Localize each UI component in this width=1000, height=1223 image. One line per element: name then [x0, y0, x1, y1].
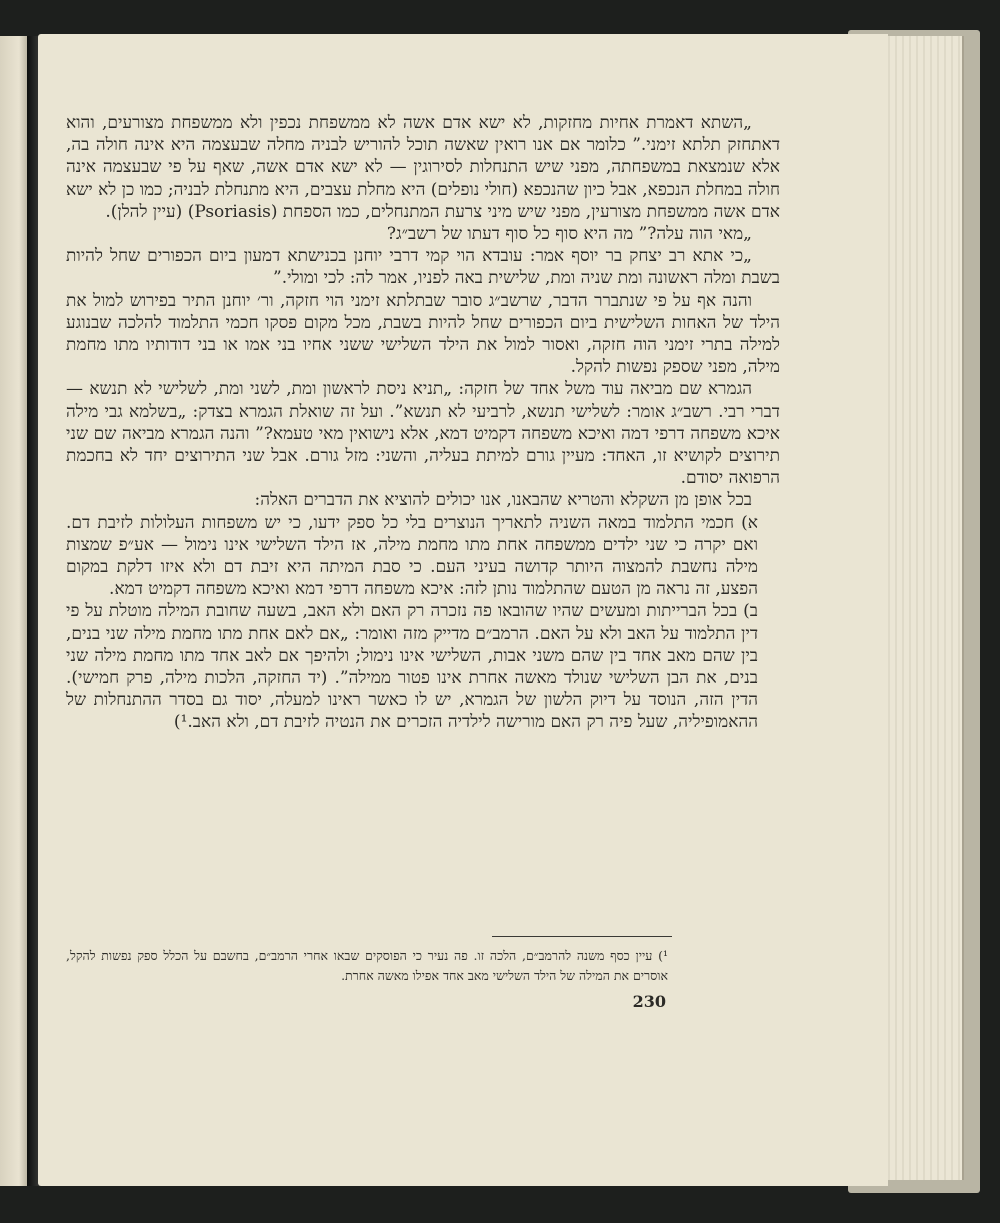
paragraph-rabbi-yochanan: „כי אתא רב יצחק בר יוסף אמר: עובדא הוי קמי דרבי יוחנן בכנישתא דמעון ביום הכפורים שחל להיות בשבת ומלה ראשונה ומת שניה ומת, שלישית באה לפניו, אמר לה: לכי ומולי.”	[66, 246, 780, 289]
list-label-alef: א)	[741, 512, 758, 533]
page-edges-stack	[876, 36, 964, 1180]
list-item-alef	[66, 512, 780, 601]
list-item-bet	[66, 600, 780, 733]
footnote: ¹) עיין כסף משנה להרמב״ם, הלכה זו. פה נעיר כי הפוסקים שבאו אחרי הרמב״ם, בחשבם על הכלל ספק נפשות להקל, אוסרים את המילה של הילד השלישי מאב אחד אפילו מאשה אחרת.	[66, 948, 668, 983]
paragraph-conclusion-intro: בכל אופן מן השקלא והטריא שהבאנו, אנו יכולים להוציא את הדברים האלה:	[254, 490, 752, 511]
paragraph-quote-sisters: „השתא דאמרת אחיות מחזקות, לא ישא אדם אשה לא ממשפחת נכפין ולא ממשפחת מצורעים, והוא דאתחזק תלתא זימני.” כלומר אם אנו רואין שאשה תוכל להוריש לבניה מחלה שבעצמה היא אינה חולה בה, אלא שנמצאת במשפחתה, מפני שיש התנחלות לסירוגין — לא ישא אדם אשה, שאף על פי שבעצמה אינה חולה במחלת הנכפא, אבל כיון שהנכפא (חולי נופלים) היא מחלת עצבים, היא מתנחלת לבניה; כמו כן לא ישא אדם אשה ממשפחת מצורעין, מפני שיש מיני צרעת המתנחלים, כמו הספחת (Psoriasis) (עיין להלן).	[66, 113, 780, 222]
left-page-edge	[0, 36, 27, 1186]
main-text	[66, 112, 780, 734]
page-number: 230	[632, 992, 666, 1011]
paragraph-gemara-example: הגמרא שם מביאה עוד משל אחד של חזקה: „תניא ניסת לראשון ומת, לשני ומת, לשלישי לא תנשא — דברי רבי. רשב״ג אומר: לשלישי תנשא, לרביעי לא תנשא”. ועל זה שואלת הגמרא בצדק: „בשלמא גבי מילה איכא משפחה דרפי דמה ואיכא משפחה דקמיט דמא, אלא נישואין מאי טעמא?” והנה הגמרא מביאה שם שני תירוצים לקושיא זו, האחד: מעיין גורם למיתת בעליה, והשני: מזל גורם. אבל שני התירוצים יחד לא בחכמת הרפואה יסודם.	[66, 379, 780, 489]
paragraph-question: „מאי הוה עלה?” מה היא סוף כל סוף דעתו של רשב״ג?	[386, 224, 752, 245]
footnote-divider	[492, 936, 672, 937]
list-text-bet: בכל הברייתות ומעשים שהיו שהובאו פה נזכרה רק האם ולא האב, בשעה שחובת המילה מוטלת על פי דין התלמוד על האב ולא על האם. הרמב״ם מדייק מזה ואומר: „אם לאם אחת מתו מחמת מילה שני בנים, בין שהם מאב אחד בין שהם משני אבות, השלישי אינו נימול; ולהיפך אם לאב אחד מתו מחמת מילה שני בנים, את הבן השלישי שנולד מאשה אחרת אינו פטור ממילה”. (יד החזקה, הלכות מילה, פרק חמישי). הדין הזה, הנוסד על דיוק הלשון של הגמרא, יש לו כאשר ראינו למעלה, יסוד גם בסדר ההתנחלות של ההאמופיליה, שעל פיה רק האם מורישה לילדיה הזכרים את הנטיה לזיבת דם, ולא האב.¹)	[66, 601, 758, 733]
list-label-bet: ב)	[743, 601, 758, 622]
list-text-alef: חכמי התלמוד במאה השניה לתאריך הנוצרים בלי כל ספק ידעו, כי יש משפחות העלולות לזיבת דם. ואם יקרה כי שני ילדים ממשפחה אחת מתו מחמת מילה, אז הילד השלישי אינו נימול — אע״פ שמצות מילה נחשבת להמצוה היותר קדושה בעיני העם. כי סבת המיתה היא זיבת דם ולא איזו דלקת במקום הפצע, זה נראה מן הטעם שהתלמוד נותן לזה: איכא משפחה דרפי דמא ואיכא משפחה דקמיט דמא.	[66, 512, 758, 600]
paragraph-halacha: והנה אף על פי שנתברר הדבר, שרשב״ג סובר שבתלתא זימני הוי חזקה, ור׳ יוחנן התיר בפירוש למול את הילד של האחות השלישית ביום הכפורים שחל להיות בשבת, מכל מקום פסקו חכמי התלמוד להלכה שבנוגע למילה בתרי זימני הוה חזקה, ואסור למול את הילד השלישי ששני אחיו בני אמו או בני דודותיו מתו מחמת מילה, מפני שספק נפשות להקל.	[66, 290, 780, 378]
